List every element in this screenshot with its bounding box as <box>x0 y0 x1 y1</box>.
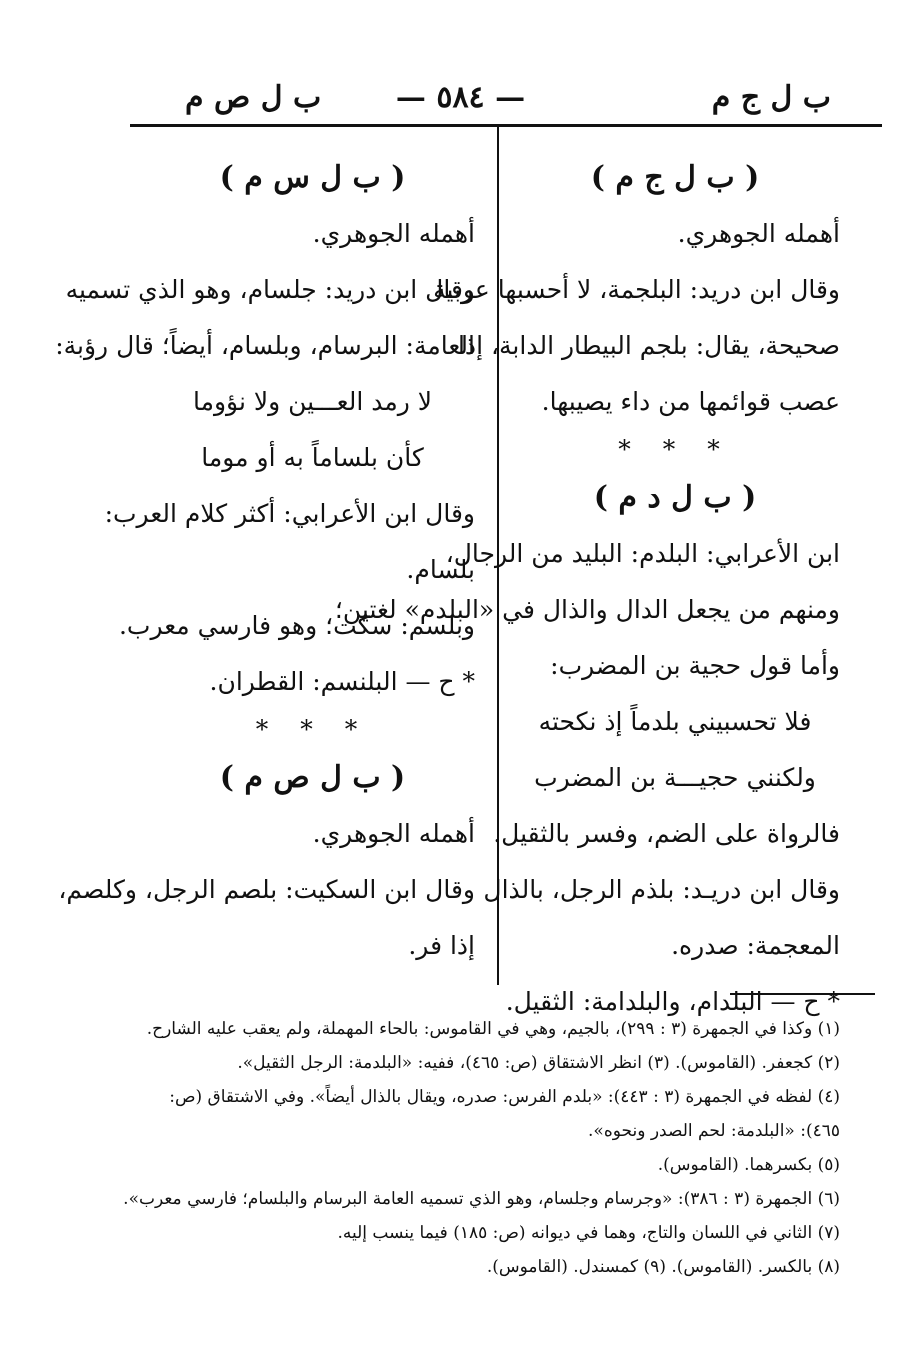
footnote-rule <box>730 993 875 995</box>
text-line: وبلسم: سكت؛ وهو فارسي معرب. <box>118 611 475 640</box>
footnote: ٤٦٥): «البلدمة: لحم الصدر ونحوه». <box>588 1121 840 1141</box>
text-line: أهمله الجوهري. <box>312 819 475 848</box>
text-line: أهمله الجوهري. <box>677 219 840 248</box>
text-line: العامة: البرسام، وبلسام، أيضاً؛ قال رؤبة: <box>55 331 475 360</box>
text-line: إذا فر. <box>408 931 475 960</box>
text-line: المعجمة: صدره. <box>671 931 840 960</box>
text-line: وقال ابن دريد: البلجمة، لا أحسبها عربية <box>433 275 840 304</box>
text-line: وقال ابن الأعرابي: أكثر كلام العرب: <box>104 499 475 528</box>
footnote: (٢) كجعفر. (القاموس). (٣) انظر الاشتقاق (ص: ٤٦٥)، ففيه: «البلدمة: الرجل الثقيل». <box>237 1053 840 1073</box>
text-line: ومنهم من يجعل الدال والذال في «البلدم» لغتين؛ <box>334 595 840 624</box>
footnote: (٨) بالكسر. (القاموس). (٩) كمسندل. (القاموس). <box>486 1257 840 1277</box>
text-line: عصب قوائمها من داء يصيبها. <box>541 387 840 416</box>
verse-line: كأن بلساماً به أو موما <box>201 443 424 472</box>
entry-heading: ( ب ل س م ) <box>219 160 406 195</box>
text-line: وقال ابن السكيت: بلصم الرجل، وكلصم، <box>58 875 475 904</box>
entry-heading: ( ب ل ج م ) <box>590 160 760 195</box>
footnote: (٥) بكسرهما. (القاموس). <box>657 1155 840 1175</box>
text-line: فالرواة على الضم، وفسر بالثقيل. <box>493 819 840 848</box>
page-number: — ٥٨٤ — <box>395 80 526 115</box>
entry-heading: ( ب ل د م ) <box>593 480 757 515</box>
text-line: بلسام. <box>406 555 475 584</box>
verse-line: ولكنني حجيـــة بن المضرب <box>534 763 816 792</box>
verse-line: فلا تحسبيني بلدماً إذ نكحته <box>538 707 812 736</box>
entry-heading: ( ب ل ص م ) <box>219 760 406 795</box>
footnote: (٦) الجمهرة (٣ : ٣٨٦): «وجرسام وجلسام، وهو الذي تسميه العامة البرسام والبلسام؛ فارسي معرب». <box>123 1189 840 1209</box>
text-line: * ح — البلنسم: القطران. <box>209 667 475 696</box>
text-line: وقال ابن دريد: جلسام، وهو الذي تسميه <box>65 275 475 304</box>
text-line: وأما قول حجية بن المضرب: <box>550 651 840 680</box>
text-line: * ح — البلدام، والبلدامة: الثقيل. <box>505 987 840 1016</box>
footnote: (٧) الثاني في اللسان والتاج، وهما في ديوانه (ص: ١٨٥) فيما ينسب إليه. <box>337 1223 840 1243</box>
running-head-left: ب ل ص م <box>185 80 322 115</box>
header-rule <box>130 124 882 127</box>
text-line: صحيحة، يقال: بلجم البيطار الدابة، إذا <box>457 331 840 360</box>
section-separator: * * * <box>618 435 732 464</box>
footnotes <box>123 1012 840 1284</box>
text-line: أهمله الجوهري. <box>312 219 475 248</box>
running-head-right: ب ل ج م <box>711 80 831 115</box>
footnote: (١) وكذا في الجمهرة (٣ : ٢٩٩)، بالجيم، وهي في القاموس: بالحاء المهملة، ولم يعقب عليه الشارح. <box>146 1019 840 1039</box>
footnote: (٤) لفظه في الجمهرة (٣ : ٤٤٣): «بلدم الفرس: صدره، ويقال بالذال أيضاً». وفي الاشتقاق (ص: <box>169 1087 840 1107</box>
left-column <box>55 150 475 974</box>
section-separator: * * * <box>255 715 370 744</box>
text-line: وقال ابن دريـد: بلذم الرجل، بالذال <box>483 875 840 904</box>
verse-line: لا رمد العـــين ولا نؤوما <box>192 387 433 416</box>
text-line: ابن الأعرابي: البلدم: البليد من الرجال، <box>445 539 840 568</box>
